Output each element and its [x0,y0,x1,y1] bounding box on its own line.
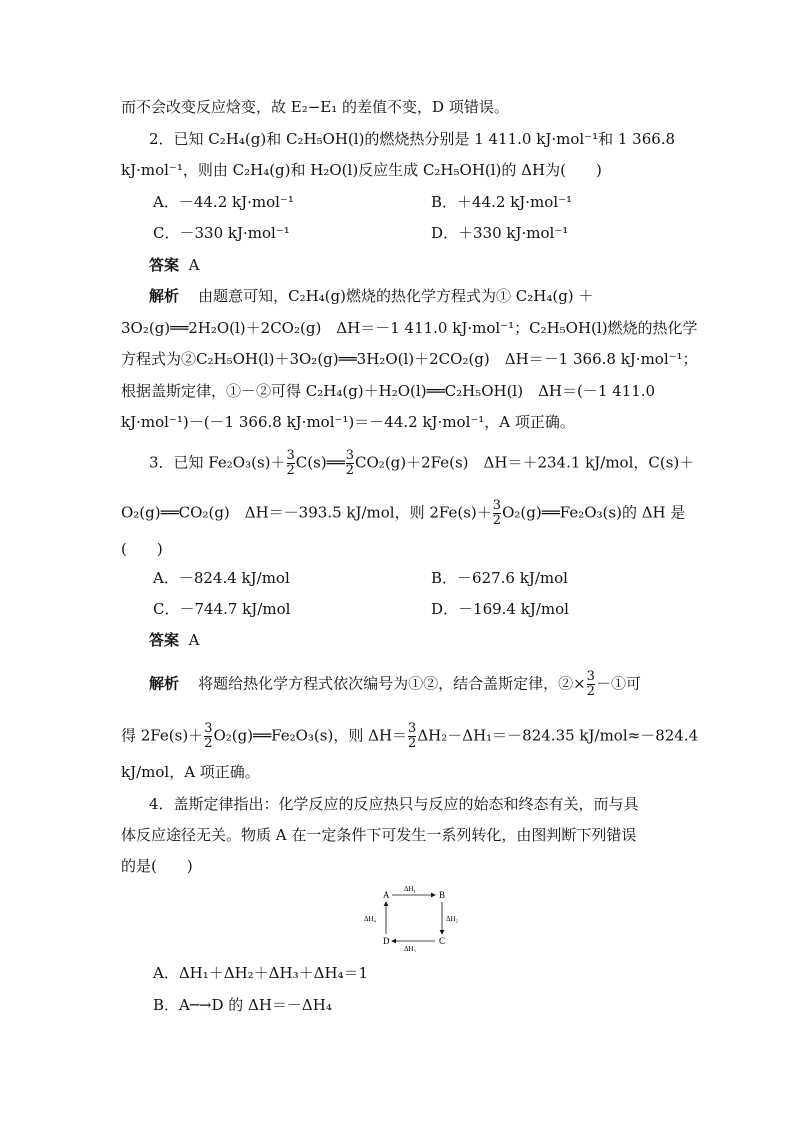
frac-den: 2 [408,736,417,751]
q2-option-b: B．＋44.2 kJ·mol⁻¹ [431,193,573,211]
q2-answer [149,255,199,275]
node-d: D [383,936,390,946]
q3-stem-line2 [121,499,685,528]
label-h4: ΔH₄ [364,915,376,923]
fraction-three-halves [204,722,212,751]
q3-option-c: C．－744.7 kJ/mol [153,600,291,618]
q3-option-a: A．－824.4 kJ/mol [153,569,290,587]
q3-answer [149,630,199,650]
analysis-label: 解析 [149,674,180,693]
q3-option-b: B．－627.6 kJ/mol [431,569,568,587]
frac-num: 3 [345,448,355,463]
frac-den: 2 [345,463,355,478]
label-h3: ΔH₃ [404,945,416,952]
q3-analysis-text2c: ΔH₂－ΔH₁＝－824.35 kJ/mol≈－824.4 [417,726,699,745]
q3-text-1b: C(s)══ [295,453,345,472]
q3-analysis-line3: kJ/mol，A 项正确。 [121,763,260,781]
answer-value: A [188,256,200,274]
q3-text-1a: 3．已知 Fe₂O₃(s)＋ [149,453,286,472]
enthalpy-cycle-diagram [363,880,469,952]
q2-analysis-line3: 方程式为②C₂H₅OH(l)＋3O₂(g)══3H₂O(l)＋2CO₂(g) ΔH＝－1 366.8 kJ·mol⁻¹； [121,350,698,368]
q3-option-d: D．－169.4 kJ/mol [431,600,569,618]
fraction-three-halves [587,670,595,699]
q2-analysis-line4: 根据盖斯定律，①－②可得 C₂H₄(g)＋H₂O(l)══C₂H₅OH(l) ΔH＝(－1 411.0 [121,382,656,400]
q4-stem-line2: 体反应途径无关。物质 A 在一定条件下可发生一系列转化，由图判断下列错误 [121,826,637,844]
node-c: C [439,936,446,946]
frac-num: 3 [408,721,417,736]
frac-num: 3 [586,669,595,684]
frac-den: 2 [492,513,502,528]
q4-option-a: A．ΔH₁＋ΔH₂＋ΔH₃＋ΔH₄＝1 [153,964,369,982]
fraction-three-halves [287,449,295,478]
q3-analysis-line2 [121,722,698,751]
q2-stem-line2: kJ·mol⁻¹，则由 C₂H₄(g)和 H₂O(l)反应生成 C₂H₅OH(l)的 ΔH为( ) [121,161,602,179]
frac-num: 3 [204,721,213,736]
q2-analysis-text1: 由题意可知，C₂H₄(g)燃烧的热化学方程式为① C₂H₄(g) ＋ [198,287,594,305]
q3-analysis-text1a: 将题给热化学方程式依次编号为①②，结合盖斯定律，②× [198,674,586,693]
q4-stem-line1: 4．盖斯定律指出：化学反应的反应热只与反应的始态和终态有关，而与具 [149,795,639,813]
q4-stem-line3: 的是( ) [121,857,193,875]
node-b: B [439,890,446,900]
answer-label: 答案 [149,631,180,649]
q3-text-2a: O₂(g)══CO₂(g) ΔH＝－393.5 kJ/mol，则 2Fe(s)＋ [121,503,492,522]
q2-option-c: C．－330 kJ·mol⁻¹ [153,224,290,242]
answer-label: 答案 [149,256,180,274]
q3-text-2b: O₂(g)══Fe₂O₃(s)的 ΔH 是 [502,503,686,522]
frac-den: 2 [286,463,295,478]
q3-text-1c: CO₂(g)＋2Fe(s) ΔH＝＋234.1 kJ/mol，C(s)＋ [355,453,695,472]
answer-value: A [188,631,200,649]
q2-stem-line1: 2．已知 C₂H₄(g)和 C₂H₅OH(l)的燃烧热分别是 1 411.0 kJ·mol⁻¹和 1 366.8 [149,130,676,148]
q2-option-a: A．－44.2 kJ·mol⁻¹ [153,193,294,211]
q3-stem-line3: ( ) [121,540,163,558]
analysis-label: 解析 [149,287,180,305]
q2-option-d: D．＋330 kJ·mol⁻¹ [431,224,569,242]
node-a: A [383,890,390,900]
frac-num: 3 [492,498,502,513]
fraction-three-halves [346,449,354,478]
frac-den: 2 [204,736,213,751]
q4-option-b: B．A─→D 的 ΔH＝－ΔH₄ [153,996,332,1014]
frac-den: 2 [586,684,595,699]
q3-analysis-line1 [149,670,641,699]
q2-analysis-line1 [149,286,593,306]
q3-analysis-text2a: 得 2Fe(s)＋ [121,726,204,745]
label-h1: ΔH₁ [404,885,416,893]
fraction-three-halves [493,499,501,528]
q3-analysis-text1b: －①可 [595,674,641,693]
q2-analysis-line2: 3O₂(g)══2H₂O(l)＋2CO₂(g) ΔH＝－1 411.0 kJ·mol⁻¹；C₂H₅OH(l)燃烧的热化学 [121,319,698,337]
frac-num: 3 [286,448,295,463]
q3-analysis-text2b: O₂(g)══Fe₂O₃(s)，则 ΔH＝ [213,726,408,745]
q2-analysis-line5: kJ·mol⁻¹)－(－1 366.8 kJ·mol⁻¹)＝－44.2 kJ·mol⁻¹，A 项正确。 [121,413,575,431]
q3-stem-line1 [149,449,694,478]
prev-answer-tail: 而不会改变反应焓变，故 E₂−E₁ 的差值不变，D 项错误。 [121,98,509,116]
fraction-three-halves [408,722,416,751]
label-h2: ΔH₂ [446,915,458,923]
